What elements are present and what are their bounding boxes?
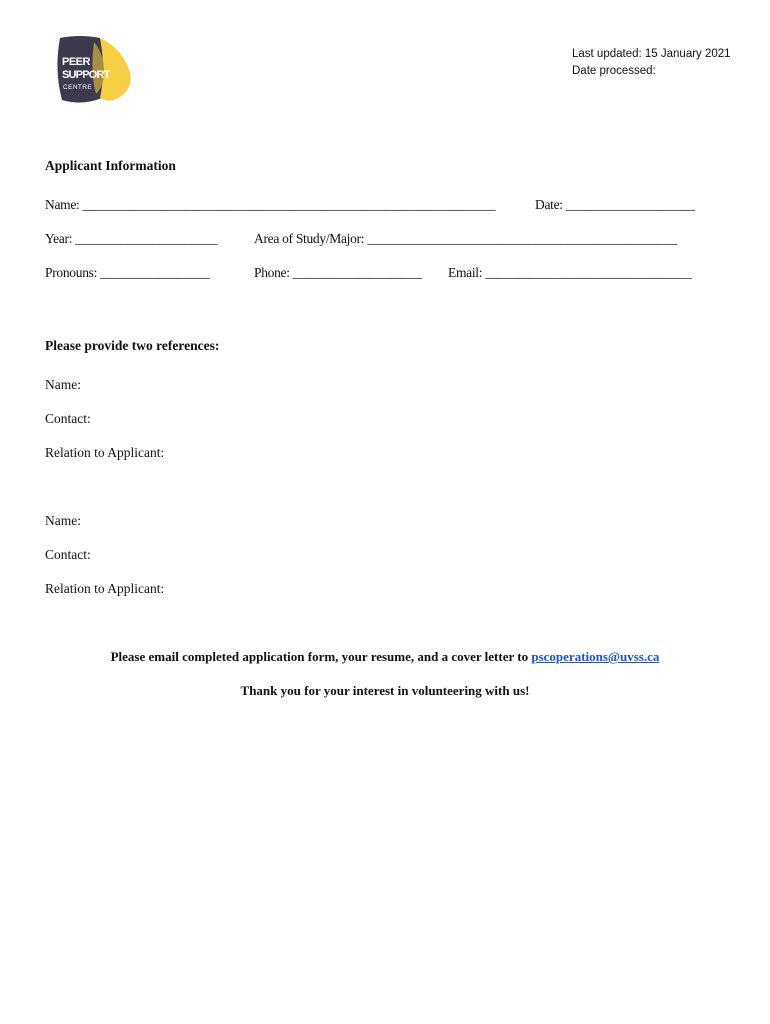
applicant-pronouns-field[interactable]: Pronouns: _________________: [45, 265, 210, 280]
applicant-email-field[interactable]: Email: ________________________________: [448, 265, 692, 280]
date-processed-text: Date processed:: [572, 65, 656, 77]
applicant-date-field[interactable]: Date: ____________________: [535, 197, 695, 212]
applicant-phone-field[interactable]: Phone: ____________________: [254, 265, 422, 280]
applicant-name-field[interactable]: Name: ________________________________________________________________: [45, 197, 496, 212]
thank-you-message: Thank you for your interest in volunteering with us!: [240, 683, 530, 698]
references-heading: Please provide two references:: [45, 338, 220, 353]
submission-instruction-text: Please email completed application form, your resume, and a cover letter to: [110, 649, 529, 664]
reference-1-relation-label[interactable]: Relation to Applicant:: [45, 445, 165, 460]
logo-text-centre: CENTRE: [63, 84, 93, 91]
reference-1-name-label[interactable]: Name:: [45, 377, 81, 392]
applicant-information-heading: Applicant Information: [45, 158, 176, 173]
reference-2-relation-label[interactable]: Relation to Applicant:: [45, 581, 165, 596]
applicant-area-of-study-field[interactable]: Area of Study/Major: ________________________________________________: [254, 231, 677, 246]
logo-text-peer: PEER: [62, 56, 90, 68]
reference-2-name-label[interactable]: Name:: [45, 513, 81, 528]
peer-support-centre-logo: [50, 34, 136, 106]
last-updated-text: Last updated: 15 January 2021: [572, 48, 731, 60]
header-meta: [572, 46, 731, 80]
reference-2-contact-label[interactable]: Contact:: [45, 547, 91, 562]
submission-instruction: [0, 649, 770, 665]
reference-1-contact-label[interactable]: Contact:: [45, 411, 91, 426]
logo-text-support: SUPPORT: [62, 69, 110, 81]
contact-email-link[interactable]: pscoperations@uvss.ca: [531, 649, 660, 664]
applicant-year-field[interactable]: Year: ______________________: [45, 231, 218, 246]
